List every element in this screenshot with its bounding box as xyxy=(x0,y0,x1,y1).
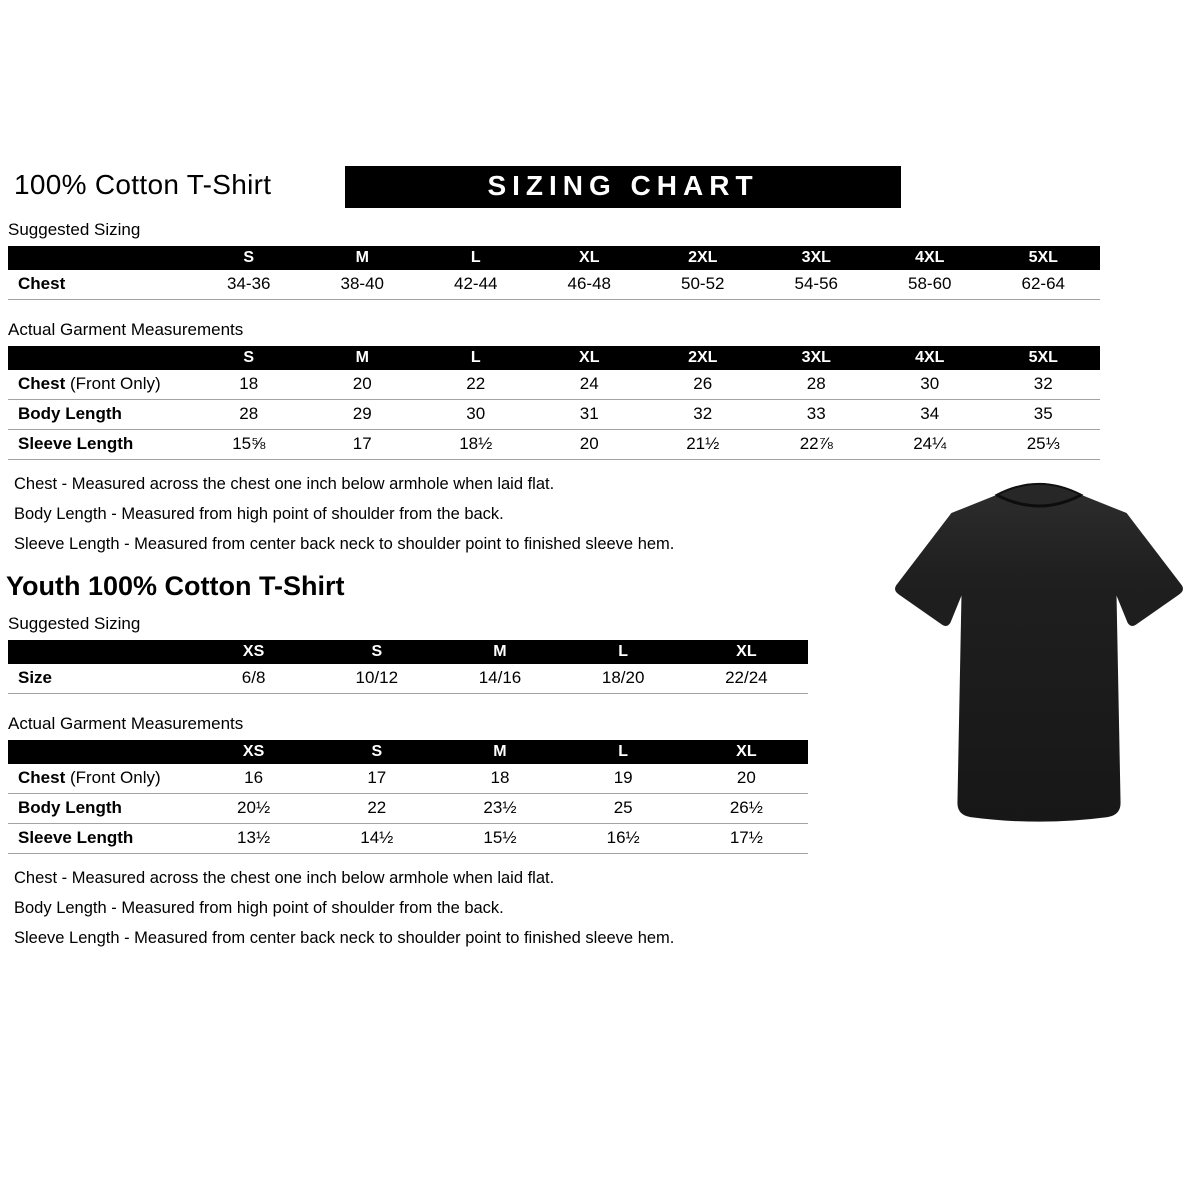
adult-suggested-sizing-table xyxy=(8,246,1100,300)
table-header-row xyxy=(8,246,1100,270)
youth-actual-measurements-label: Actual Garment Measurements xyxy=(8,714,244,733)
page-header xyxy=(0,0,1200,208)
note-chest: Chest - Measured across the chest one inch below armhole when laid flat. xyxy=(14,475,555,493)
measurement-value: 17 xyxy=(315,764,438,794)
measurement-value: 20½ xyxy=(192,794,315,824)
size-column-header: 5XL xyxy=(987,246,1101,270)
measurement-value: 58-60 xyxy=(873,270,987,300)
measurement-value: 25⅓ xyxy=(987,430,1101,460)
tshirt-image xyxy=(893,470,1185,834)
measurement-value: 20 xyxy=(685,764,808,794)
size-column-header: 4XL xyxy=(873,346,987,370)
measurement-value: 33 xyxy=(760,400,874,430)
size-column-header: XS xyxy=(192,640,315,664)
measurement-value: 18 xyxy=(438,764,561,794)
table-header-row xyxy=(8,740,808,764)
measurement-value: 32 xyxy=(987,370,1101,400)
adult-actual-measurements-table xyxy=(8,346,1100,460)
measurement-value: 31 xyxy=(533,400,647,430)
size-column-header: S xyxy=(192,346,306,370)
measurement-value: 28 xyxy=(192,400,306,430)
adult-suggested-sizing-label: Suggested Sizing xyxy=(8,220,141,239)
size-column-header: S xyxy=(315,640,438,664)
measurement-value: 17 xyxy=(306,430,420,460)
measurement-value: 19 xyxy=(562,764,685,794)
row-label-header xyxy=(8,640,192,664)
measurement-value: 6/8 xyxy=(192,664,315,694)
table-row xyxy=(8,764,808,794)
table-row xyxy=(8,430,1100,460)
adult-actual-measurements-label: Actual Garment Measurements xyxy=(8,320,244,339)
measurement-value: 20 xyxy=(306,370,420,400)
measurement-value: 32 xyxy=(646,400,760,430)
measurement-value: 14/16 xyxy=(438,664,561,694)
table-row xyxy=(8,370,1100,400)
size-column-header: L xyxy=(562,740,685,764)
size-column-header: 5XL xyxy=(987,346,1101,370)
youth-actual-measurements-table xyxy=(8,740,808,854)
note-sleeve-length: Sleeve Length - Measured from center back neck to shoulder point to finished sleeve hem. xyxy=(14,929,675,947)
measurement-value: 16 xyxy=(192,764,315,794)
measurement-value: 10/12 xyxy=(315,664,438,694)
measurement-value: 22⅞ xyxy=(760,430,874,460)
measurement-value: 28 xyxy=(760,370,874,400)
table-header-row xyxy=(8,346,1100,370)
size-column-header: S xyxy=(315,740,438,764)
size-column-header: M xyxy=(438,640,561,664)
table-row xyxy=(8,664,808,694)
measurement-value: 34 xyxy=(873,400,987,430)
youth-suggested-sizing-table xyxy=(8,640,808,694)
measurement-value: 38-40 xyxy=(306,270,420,300)
measurement-value: 22 xyxy=(419,370,533,400)
size-column-header: L xyxy=(419,346,533,370)
measurement-value: 50-52 xyxy=(646,270,760,300)
measurement-value: 16½ xyxy=(562,824,685,854)
measurement-value: 14½ xyxy=(315,824,438,854)
measurement-value: 15⅝ xyxy=(192,430,306,460)
note-chest: Chest - Measured across the chest one inch below armhole when laid flat. xyxy=(14,869,555,887)
measurement-value: 18½ xyxy=(419,430,533,460)
size-column-header: 2XL xyxy=(646,246,760,270)
measurement-value: 22/24 xyxy=(685,664,808,694)
row-label-header xyxy=(8,246,192,270)
measurement-value: 25 xyxy=(562,794,685,824)
measurement-value: 34-36 xyxy=(192,270,306,300)
youth-suggested-sizing-label: Suggested Sizing xyxy=(8,614,141,633)
table-row xyxy=(8,270,1100,300)
row-label: Body Length xyxy=(8,794,192,824)
table-header-row xyxy=(8,640,808,664)
size-column-header: 3XL xyxy=(760,246,874,270)
measurement-value: 30 xyxy=(873,370,987,400)
row-label: Chest (Front Only) xyxy=(8,764,192,794)
size-column-header: XL xyxy=(533,346,647,370)
row-label: Body Length xyxy=(8,400,192,430)
measurement-value: 30 xyxy=(419,400,533,430)
measurement-value: 24 xyxy=(533,370,647,400)
measurement-value: 13½ xyxy=(192,824,315,854)
measurement-value: 26 xyxy=(646,370,760,400)
table-row xyxy=(8,824,808,854)
size-column-header: L xyxy=(419,246,533,270)
measurement-value: 26½ xyxy=(685,794,808,824)
row-label: Sleeve Length xyxy=(8,430,192,460)
size-column-header: XS xyxy=(192,740,315,764)
youth-measurement-notes xyxy=(14,869,1200,948)
note-body-length: Body Length - Measured from high point of shoulder from the back. xyxy=(14,505,504,523)
row-label-header xyxy=(8,740,192,764)
adult-section-title: 100% Cotton T-Shirt xyxy=(14,169,272,200)
measurement-value: 15½ xyxy=(438,824,561,854)
size-column-header: 3XL xyxy=(760,346,874,370)
measurement-value: 35 xyxy=(987,400,1101,430)
measurement-value: 21½ xyxy=(646,430,760,460)
measurement-value: 18 xyxy=(192,370,306,400)
row-label: Sleeve Length xyxy=(8,824,192,854)
youth-section-title: Youth 100% Cotton T-Shirt xyxy=(6,571,345,601)
size-column-header: L xyxy=(562,640,685,664)
tshirt-body-shape xyxy=(895,495,1183,822)
row-label: Size xyxy=(8,664,192,694)
measurement-value: 22 xyxy=(315,794,438,824)
measurement-value: 62-64 xyxy=(987,270,1101,300)
measurement-value: 20 xyxy=(533,430,647,460)
sizing-chart-banner: SIZING CHART xyxy=(345,166,901,208)
size-column-header: 4XL xyxy=(873,246,987,270)
size-column-header: 2XL xyxy=(646,346,760,370)
size-column-header: XL xyxy=(685,740,808,764)
size-column-header: M xyxy=(306,246,420,270)
row-label-header xyxy=(8,346,192,370)
note-body-length: Body Length - Measured from high point of shoulder from the back. xyxy=(14,899,504,917)
row-label: Chest xyxy=(8,270,192,300)
note-sleeve-length: Sleeve Length - Measured from center back neck to shoulder point to finished sleeve hem. xyxy=(14,535,675,553)
size-column-header: M xyxy=(306,346,420,370)
size-column-header: XL xyxy=(533,246,647,270)
row-label: Chest (Front Only) xyxy=(8,370,192,400)
measurement-value: 17½ xyxy=(685,824,808,854)
measurement-value: 24¼ xyxy=(873,430,987,460)
measurement-value: 29 xyxy=(306,400,420,430)
size-column-header: S xyxy=(192,246,306,270)
measurement-value: 18/20 xyxy=(562,664,685,694)
measurement-value: 54-56 xyxy=(760,270,874,300)
table-row xyxy=(8,794,808,824)
measurement-value: 42-44 xyxy=(419,270,533,300)
size-column-header: XL xyxy=(685,640,808,664)
measurement-value: 23½ xyxy=(438,794,561,824)
measurement-value: 46-48 xyxy=(533,270,647,300)
size-column-header: M xyxy=(438,740,561,764)
table-row xyxy=(8,400,1100,430)
